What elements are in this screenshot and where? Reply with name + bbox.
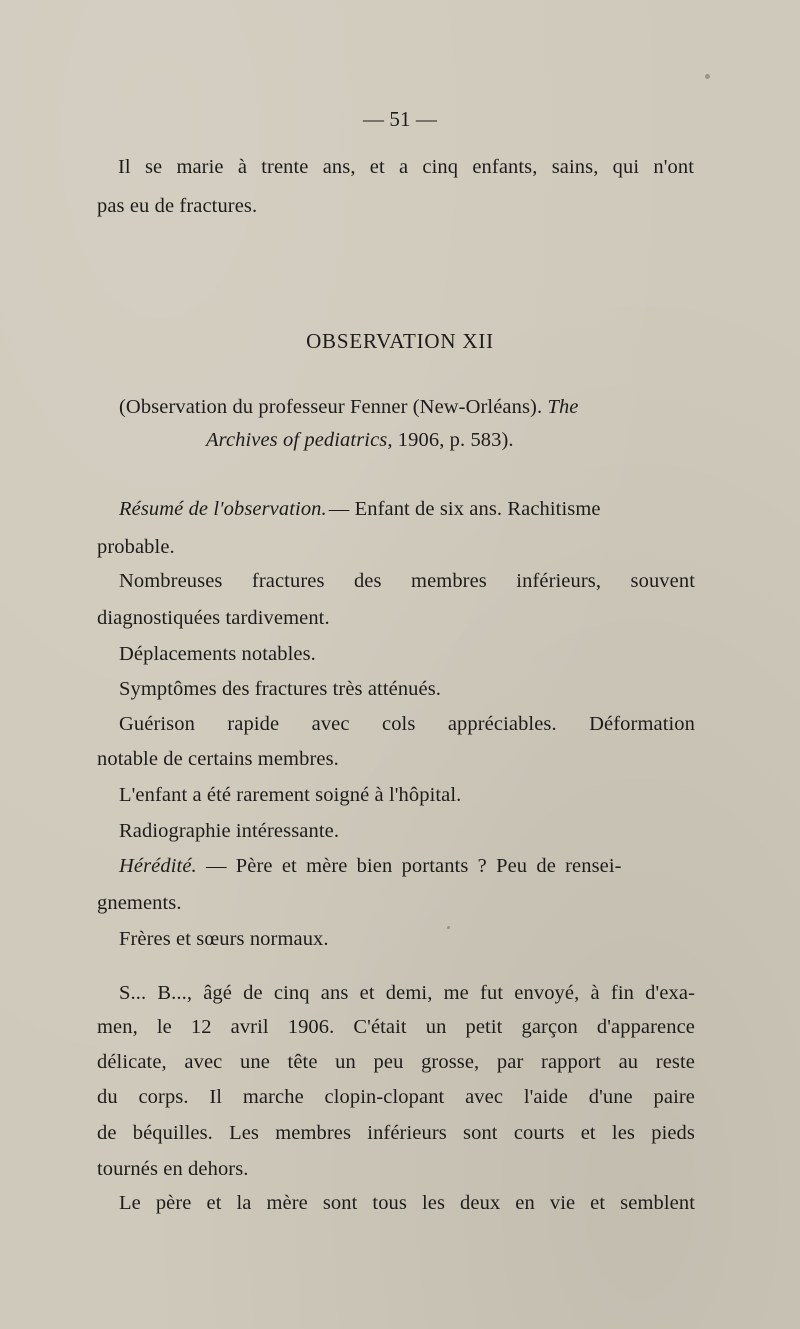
heredite-label: Hérédité. (119, 855, 197, 877)
body-line: tournés en dehors. (97, 1158, 249, 1180)
observation-heading: OBSERVATION XII (306, 329, 494, 353)
summary-item: Radiographie intéressante. (119, 820, 340, 842)
summary-item: Déplacements notables. (119, 643, 316, 665)
summary-item: Guérison rapide avec cols appréciables. Déformation (119, 713, 695, 735)
paragraph-line: Il se marie à trente ans, et a cinq enfants, sains, qui n'ont (118, 156, 694, 178)
body-line: S... B..., âgé de cinq ans et demi, me fut envoyé, à fin d'exa- (119, 982, 695, 1004)
resume-label: Résumé de l'observation. (119, 498, 327, 520)
resume-line-1 (119, 496, 601, 522)
summary-item: Nombreuses fractures des membres inférieurs, souvent (119, 570, 695, 592)
body-line: men, le 12 avril 1906. C'était un petit garçon d'apparence (97, 1016, 695, 1038)
citation-line-2 (206, 427, 514, 453)
paper-stain (705, 74, 710, 79)
paragraph-line: pas eu de fractures. (97, 195, 258, 217)
heredite-text: — Père et mère bien portants ? Peu de rensei- (196, 855, 622, 877)
body-line: Le père et la mère sont tous les deux en vie et semblent (119, 1192, 695, 1214)
summary-item: L'enfant a été rarement soigné à l'hôpital. (119, 784, 462, 806)
heredite-line-1 (119, 853, 622, 879)
summary-item: notable de certains membres. (97, 748, 339, 770)
citation-journal-part: The (547, 396, 579, 418)
page-number: — 51 — (362, 107, 438, 131)
citation-text: (Observation du professeur Fenner (New-Orléans). (119, 396, 548, 418)
summary-item: Symptômes des fractures très atténués. (119, 678, 442, 700)
citation-line-1 (119, 394, 695, 420)
heredite-line-2: gnements. (97, 892, 182, 914)
body-line: délicate, avec une tête un peu grosse, par rapport au reste (97, 1051, 695, 1073)
summary-item: Frères et sœurs normaux. (119, 928, 329, 950)
resume-line-2: probable. (97, 536, 175, 558)
citation-text: 1906, p. 583). (392, 429, 514, 451)
paper-stain (447, 926, 450, 929)
body-line: du corps. Il marche clopin-clopant avec l'aide d'une paire (97, 1086, 695, 1108)
citation-journal-part: Archives of pediatrics, (206, 429, 393, 451)
body-line: de béquilles. Les membres inférieurs sont courts et les pieds (97, 1122, 695, 1144)
summary-item: diagnostiquées tardivement. (97, 607, 330, 629)
resume-text: — Enfant de six ans. Rachitisme (328, 498, 601, 520)
